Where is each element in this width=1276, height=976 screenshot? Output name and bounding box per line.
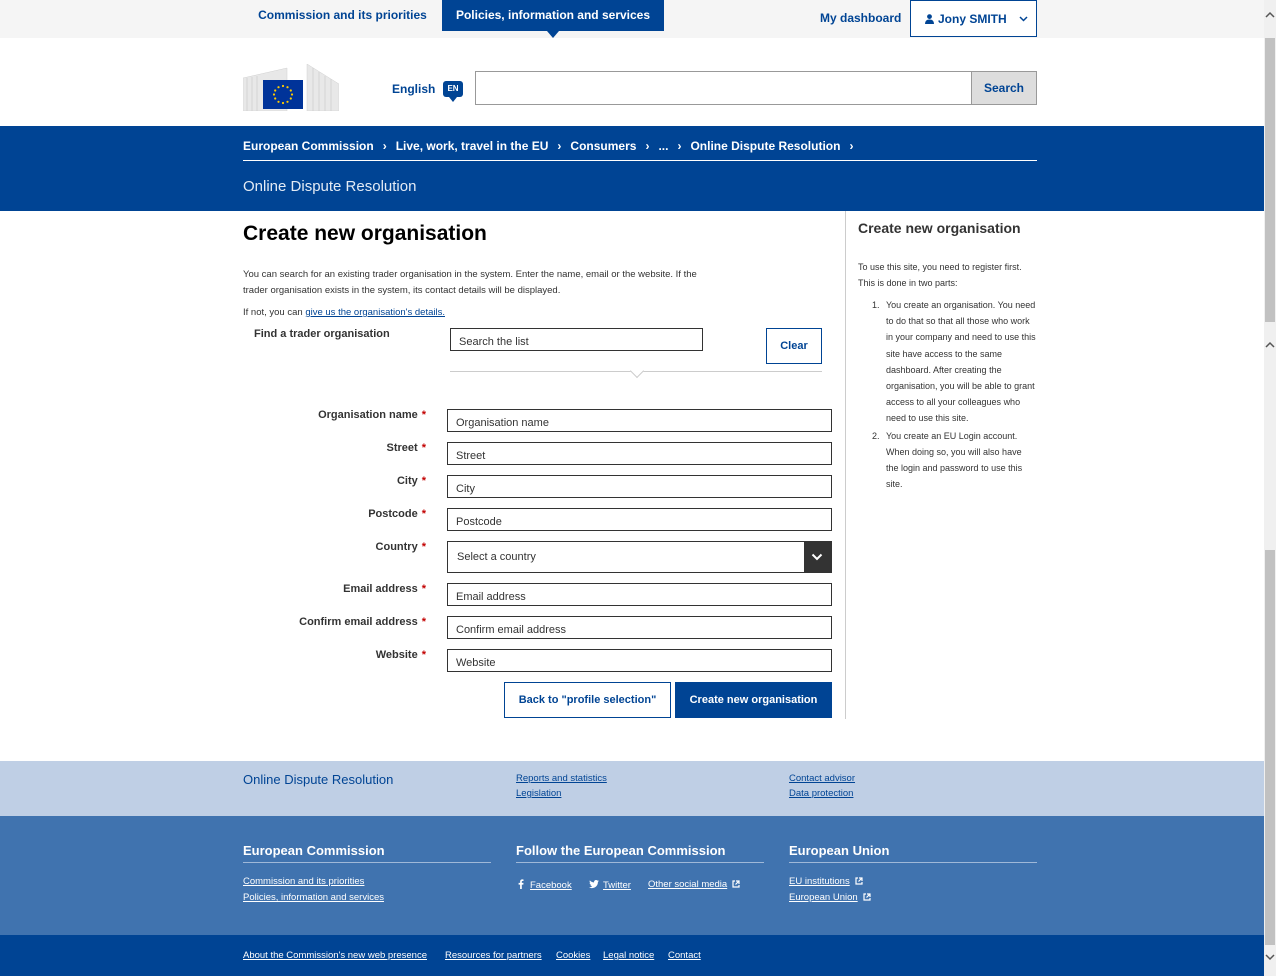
footer-corporate-band [0, 816, 1264, 935]
country-select-value: Select a country [457, 551, 536, 563]
footer-link-reports[interactable]: Reports and statistics [516, 773, 607, 784]
chevron-right-icon: › [645, 139, 650, 153]
give-details-link[interactable]: give us the organisation's details. [305, 307, 445, 318]
footer-rule [789, 862, 1037, 863]
footer-link-legislation[interactable]: Legislation [516, 788, 562, 799]
sidebar-intro: To use this site, you need to register first. This is done in two parts: [858, 262, 1022, 288]
footer-link-cookies[interactable]: Cookies [556, 950, 591, 961]
language-code-badge[interactable]: EN [443, 81, 463, 97]
confirm-email-input[interactable]: Confirm email address [447, 616, 832, 639]
other-social-media-link[interactable]: Other social media [648, 879, 740, 890]
city-input[interactable]: City [447, 475, 832, 498]
scroll-down-icon[interactable] [1264, 950, 1276, 964]
page-title: Create new organisation [243, 222, 487, 245]
back-to-profile-button[interactable]: Back to "profile selection" [504, 682, 671, 718]
footer-link-commission-priorities[interactable]: Commission and its priorities [243, 876, 365, 887]
footer-rule [516, 862, 764, 863]
european-commission-logo[interactable] [243, 64, 339, 111]
country-label: Country * [375, 541, 426, 553]
postcode-label: Postcode * [368, 508, 426, 520]
twitter-link[interactable]: Twitter [589, 879, 631, 891]
clear-button[interactable]: Clear [766, 328, 822, 364]
country-select[interactable] [447, 541, 832, 573]
chevron-right-icon: › [557, 139, 562, 153]
chevron-right-icon: › [849, 139, 854, 153]
site-title: Online Dispute Resolution [243, 178, 417, 195]
website-label: Website * [375, 649, 426, 661]
divider-notch [630, 364, 644, 378]
external-link-icon [732, 880, 740, 888]
user-icon [925, 14, 934, 24]
external-link-icon [863, 893, 871, 901]
trader-search-input[interactable]: Search the list [450, 328, 703, 351]
language-selector[interactable]: English [392, 82, 436, 96]
site-search-input[interactable] [475, 71, 972, 105]
chevron-right-icon: › [382, 139, 387, 153]
footer-heading-eu: European Union [789, 843, 890, 858]
twitter-icon [589, 879, 599, 889]
chevron-down-icon [1019, 16, 1028, 22]
user-menu-button[interactable] [910, 0, 1037, 37]
email-label: Email address * [343, 583, 426, 595]
breadcrumb-item[interactable]: ... [658, 139, 669, 153]
find-trader-label: Find a trader organisation [254, 328, 390, 340]
facebook-icon [516, 879, 526, 889]
breadcrumb-item[interactable]: Live, work, travel in the EU [395, 139, 549, 153]
footer-site-name: Online Dispute Resolution [243, 772, 394, 787]
intro-text: You can search for an existing trader organisation in the system. Enter the name, email or the website. If the trader organisation exists in the system, its contact details will be displayed. [243, 269, 697, 296]
sidebar-divider [845, 211, 846, 719]
org-name-input[interactable]: Organisation name [447, 409, 832, 432]
breadcrumb [243, 139, 862, 153]
sidebar-steps [872, 297, 1036, 493]
footer-heading-follow: Follow the European Commission [516, 843, 726, 858]
scrollbar-thumb[interactable] [1265, 38, 1275, 322]
scroll-up-icon[interactable] [1264, 8, 1276, 22]
footer-site-band [0, 761, 1264, 816]
footer-link-policies[interactable]: Policies, information and services [243, 892, 384, 903]
email-input[interactable]: Email address [447, 583, 832, 606]
eu-institutions-link[interactable]: EU institutions [789, 876, 863, 887]
my-dashboard-link[interactable]: My dashboard [820, 11, 902, 25]
header-divider [243, 160, 1037, 161]
org-name-label: Organisation name * [318, 409, 426, 421]
list-item: 1. You create an organisation. You need to do that so that all those who work in your company and need to use this site have access to the same dashboard. After creating the organisation, you will be able to grant access to all your colleagues who need to use this site. [872, 300, 1036, 424]
scroll-up-icon[interactable] [1264, 338, 1276, 352]
footer-link-resources-partners[interactable]: Resources for partners [445, 950, 542, 961]
manual-entry-prefix: If not, you can [243, 307, 306, 318]
footer-link-legal-notice[interactable]: Legal notice [603, 950, 655, 961]
european-union-link[interactable]: European Union [789, 892, 871, 903]
nav-policies-info-services[interactable]: Policies, information and services [442, 0, 664, 31]
manual-entry-text [243, 307, 445, 318]
breadcrumb-item[interactable]: European Commission [243, 139, 374, 153]
footer-link-contact[interactable]: Contact [668, 950, 701, 961]
nav-commission-priorities[interactable]: Commission and its priorities [258, 8, 427, 22]
city-label: City * [396, 475, 426, 487]
footer-link-data-protection[interactable]: Data protection [789, 788, 854, 799]
search-button[interactable]: Search [971, 71, 1037, 105]
chevron-down-icon[interactable] [804, 542, 831, 572]
scrollbar-thumb[interactable] [1265, 550, 1275, 945]
breadcrumb-item[interactable]: Consumers [570, 139, 637, 153]
chevron-right-icon: › [677, 139, 682, 153]
external-link-icon [855, 877, 863, 885]
facebook-link[interactable]: Facebook [516, 879, 572, 891]
footer-heading-ec: European Commission [243, 843, 385, 858]
street-input[interactable]: Street [447, 442, 832, 465]
create-organisation-button[interactable]: Create new organisation [675, 682, 832, 718]
footer-link-contact-advisor[interactable]: Contact advisor [789, 773, 856, 784]
confirm-email-label: Confirm email address * [299, 616, 426, 628]
user-name: Jony SMITH [938, 11, 1007, 26]
sidebar-title: Create new organisation [858, 220, 1021, 236]
website-input[interactable]: Website [447, 649, 832, 672]
breadcrumb-item[interactable]: Online Dispute Resolution [690, 139, 841, 153]
footer-rule [243, 862, 491, 863]
footer-link-about-web-presence[interactable]: About the Commission's new web presence [243, 950, 427, 961]
list-item: 2. You create an EU Login account. When doing so, you will also have the login and password to use this site. [872, 430, 1023, 490]
street-label: Street * [386, 442, 426, 454]
postcode-input[interactable]: Postcode [447, 508, 832, 531]
